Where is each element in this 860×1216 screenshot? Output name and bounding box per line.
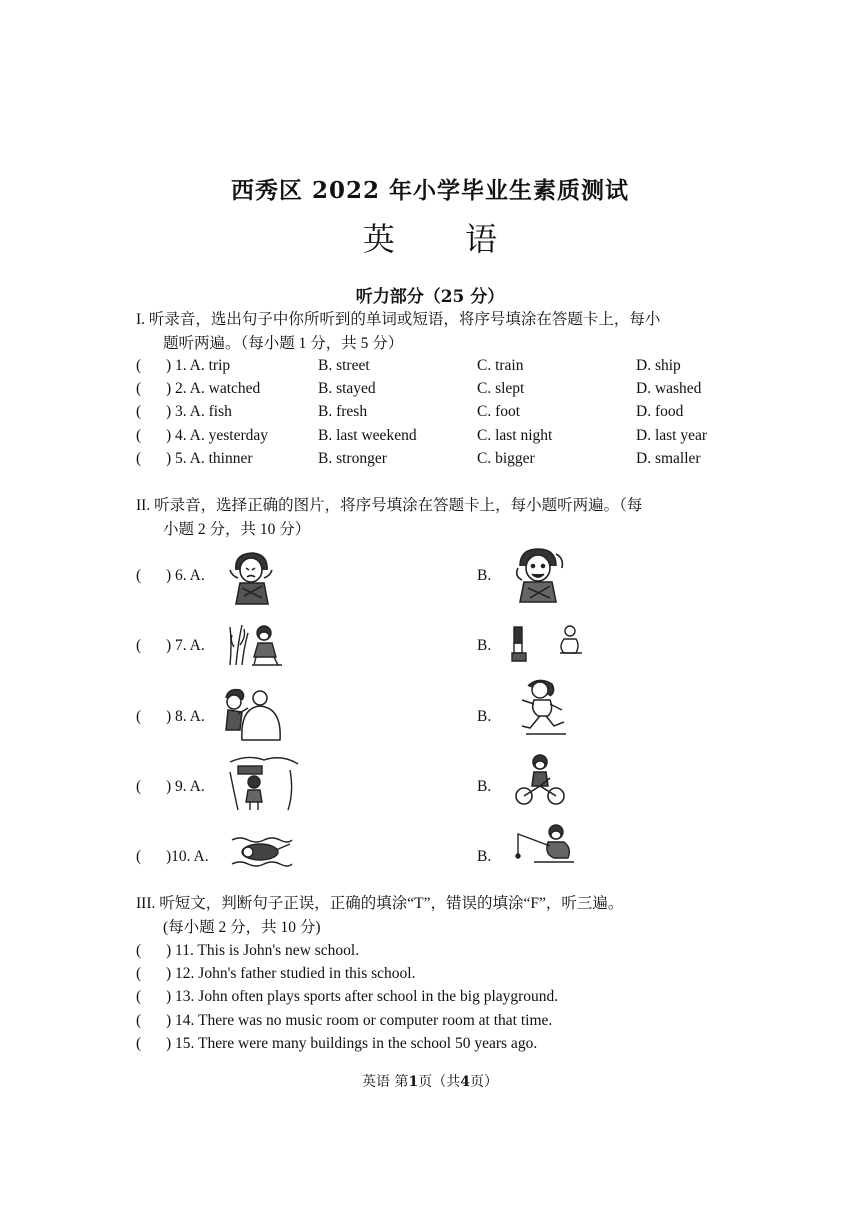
option-b: B. [477, 708, 492, 725]
section1-line2: 题听两遍。（每小题 1 分，共 5 分） [163, 335, 404, 352]
statement-text: ) 15. There were many buildings in the school 50 years ago. [166, 1035, 538, 1052]
option-c: C. bigger [477, 450, 535, 467]
question-number-a: ) 4. A. yesterday [166, 427, 269, 444]
question-number-a: ) 1. A. trip [166, 357, 231, 374]
option-b: B. stronger [318, 450, 387, 467]
answer-paren: ( [136, 965, 142, 982]
girl-crying-icon [222, 548, 284, 606]
footer-total-pages: 4 [460, 1074, 470, 1090]
question-number-a: ) 8. A. [166, 708, 205, 725]
part-heading: 听力部分（25 分） [355, 287, 505, 307]
option-b: B. [477, 778, 492, 795]
girl-in-grass-icon [226, 617, 286, 667]
boy-at-cave-icon [228, 752, 300, 812]
section3-instruction [136, 892, 736, 940]
option-b: B. street [318, 357, 370, 374]
option-c: C. foot [477, 403, 521, 420]
answer-paren: ( [136, 942, 142, 959]
answer-paren: ( [136, 357, 142, 374]
two-small-figures-icon [510, 621, 584, 663]
boy-fishing-icon [510, 820, 576, 870]
question-number-a: ) 5. A. thinner [166, 450, 253, 467]
option-d: D. last year [636, 427, 708, 444]
answer-paren: ( [136, 988, 142, 1005]
option-b: B. [477, 567, 492, 584]
footer-post: 页） [469, 1074, 498, 1090]
footer-mid: 页（共 [418, 1074, 461, 1090]
answer-paren: ( [136, 380, 142, 397]
answer-paren: ( [136, 708, 142, 725]
statement-text: ) 11. This is John's new school. [166, 942, 360, 959]
question-number-a: )10. A. [166, 848, 209, 865]
answer-paren: ( [136, 1035, 142, 1052]
question-number-a: ) 6. A. [166, 567, 205, 584]
boy-riding-bike-icon [514, 752, 566, 808]
question-number-a: ) 2. A. watched [166, 380, 261, 397]
girl-building-snowman-icon [222, 684, 284, 742]
option-b: B. last weekend [318, 427, 417, 444]
option-b: B. [477, 637, 492, 654]
statement-text: ) 12. John's father studied in this school. [166, 965, 416, 982]
option-d: D. washed [636, 380, 702, 397]
statement-text: ) 13. John often plays sports after school in the big playground. [166, 988, 559, 1005]
page-footer [0, 1071, 860, 1091]
answer-paren: ( [136, 848, 142, 865]
option-c: C. last night [477, 427, 553, 444]
exam-title: 西秀区 2022 年小学毕业生素质测试 [230, 177, 630, 204]
section1-line1: I. 听录音，选出句子中你所听到的单词或短语，将序号填涂在答题卡上，每小 [136, 311, 661, 328]
answer-paren: ( [136, 567, 142, 584]
option-d: D. food [636, 403, 684, 420]
footer-page-number: 1 [408, 1074, 419, 1090]
option-b: B. stayed [318, 380, 376, 397]
answer-paren: ( [136, 1012, 142, 1029]
option-d: D. ship [636, 357, 681, 374]
section1-instruction [136, 308, 736, 356]
answer-paren: ( [136, 778, 142, 795]
question-number-a: ) 9. A. [166, 778, 205, 795]
section2-line2: 小题 2 分，共 10 分） [163, 521, 311, 538]
option-d: D. smaller [636, 450, 701, 467]
person-swimming-icon [230, 832, 294, 872]
section3-line2: (每小题 2 分，共 10 分) [163, 919, 321, 936]
answer-paren: ( [136, 403, 142, 420]
answer-paren: ( [136, 450, 142, 467]
subject-title: 英 语 [362, 220, 528, 258]
option-c: C. train [477, 357, 524, 374]
question-number-a: ) 7. A. [166, 637, 205, 654]
question-number-a: ) 3. A. fish [166, 403, 232, 420]
girl-on-phone-icon [506, 544, 570, 604]
answer-paren: ( [136, 427, 142, 444]
section2-line1: II. 听录音，选择正确的图片，将序号填涂在答题卡上，每小题听两遍。（每 [136, 497, 643, 514]
section2-instruction [136, 494, 736, 542]
option-c: C. slept [477, 380, 525, 397]
section3-line1: III. 听短文，判断句子正误，正确的填涂“T”，错误的填涂“F”，听三遍。 [136, 895, 624, 912]
footer-pre: 英语 第 [362, 1074, 409, 1090]
girl-running-icon [512, 676, 572, 738]
option-b: B. fresh [318, 403, 368, 420]
option-b: B. [477, 848, 492, 865]
answer-paren: ( [136, 637, 142, 654]
statement-text: ) 14. There was no music room or computer room at that time. [166, 1012, 553, 1029]
